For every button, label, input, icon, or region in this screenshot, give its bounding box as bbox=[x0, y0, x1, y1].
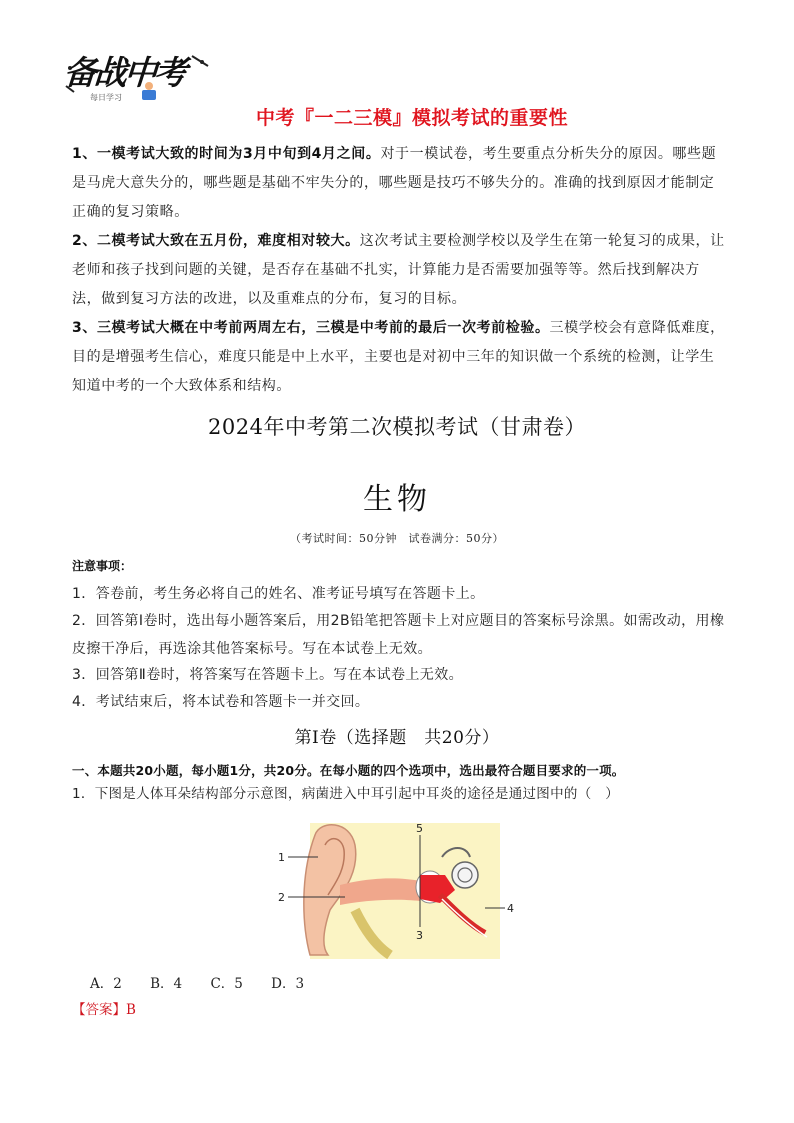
exam-info: （考试时间：50分钟 试卷满分：50分） bbox=[290, 532, 504, 545]
ear-structure-figure bbox=[270, 815, 530, 963]
notice-item-3: 3．回答第Ⅱ卷时，将答案写在答题卡上。写在本试卷上无效。 bbox=[72, 667, 463, 683]
option-a: A．2 bbox=[90, 976, 122, 992]
section-intro: 一、本题共20小题，每小题1分，共20分。在每小题的四个选项中，选出最符合题目要求的一项。 bbox=[72, 763, 625, 778]
paragraph-2-bold: 2、二模考试大致在五月份，难度相对较大。 bbox=[72, 233, 360, 249]
subject-title: 生物 bbox=[363, 482, 431, 517]
section-title: 第Ⅰ卷（选择题 共20分） bbox=[294, 728, 500, 748]
option-b: B．4 bbox=[150, 976, 183, 992]
notice-item-1: 1．答卷前，考生务必将自己的姓名、准考证号填写在答题卡上。 bbox=[72, 586, 485, 602]
logo-text: 备战中考 bbox=[62, 53, 186, 92]
banner-title: 中考『一二三模』模拟考试的重要性 bbox=[255, 107, 568, 129]
paragraph-2-text: 这次考试主要检测学校以及学生在第一轮复习的成果，让老师和孩子找到问题的关键，是否存在基础不扎实，计算能力是否需要加强等等。然后找到解决方法，做到复习方法的改进，以及重难点的分布，复习的目标。 bbox=[72, 233, 725, 307]
intro-paragraph-2 bbox=[72, 227, 728, 314]
answer-value: B bbox=[126, 1002, 136, 1018]
ear-diagram-icon bbox=[270, 815, 530, 963]
logo-subtext: 每日学习 bbox=[90, 93, 122, 102]
figure-label-5: 5 bbox=[416, 822, 423, 835]
notice-item-4: 4．考试结束后，将本试卷和答题卡一并交回。 bbox=[72, 694, 370, 710]
figure-label-4: 4 bbox=[507, 902, 514, 915]
question-1-options bbox=[90, 972, 328, 992]
exam-title: 2024年中考第二次模拟考试（甘肃卷） bbox=[208, 415, 586, 439]
figure-label-2: 2 bbox=[278, 891, 285, 904]
paragraph-1-bold: 1、一模考试大致的时间为3月中旬到4月之间。 bbox=[72, 146, 381, 162]
question-1-text: 1．下图是人体耳朵结构部分示意图，病菌进入中耳引起中耳炎的途径是通过图中的（ ） bbox=[72, 786, 620, 802]
notice-heading: 注意事项： bbox=[72, 559, 133, 573]
option-d: D．3 bbox=[271, 976, 305, 992]
intro-paragraph-1 bbox=[72, 140, 728, 227]
intro-paragraph-3 bbox=[72, 314, 728, 401]
answer-line bbox=[72, 998, 136, 1018]
paragraph-3-text: 三模学校会有意降低难度，目的是增强考生信心，难度只能是中上水平，主要也是对初中三年的知识做一个系统的检测，让学生知道中考的一个大致体系和结构。 bbox=[72, 320, 725, 394]
paragraph-3-bold: 3、三模考试大概在中考前两周左右，三模是中考前的最后一次考前检验。 bbox=[72, 320, 550, 336]
paragraph-1-text: 对于一模试卷，考生要重点分析失分的原因。哪些题是马虎大意失分的，哪些题是基础不牢失分的，哪些题是技巧不够失分的。准确的找到原因才能制定正确的复习策略。 bbox=[72, 146, 717, 220]
brand-logo bbox=[62, 52, 212, 106]
figure-label-3: 3 bbox=[416, 929, 423, 942]
answer-tag: 【答案】 bbox=[72, 1002, 126, 1018]
notice-item-2: 2．回答第Ⅰ卷时，选出每小题答案后，用2B铅笔把答题卡上对应题目的答案标号涂黑。如需改动，用橡皮擦干净后，再选涂其他答案标号。写在本试卷上无效。 bbox=[72, 613, 725, 657]
figure-label-1: 1 bbox=[278, 851, 285, 864]
option-c: C．5 bbox=[210, 976, 243, 992]
